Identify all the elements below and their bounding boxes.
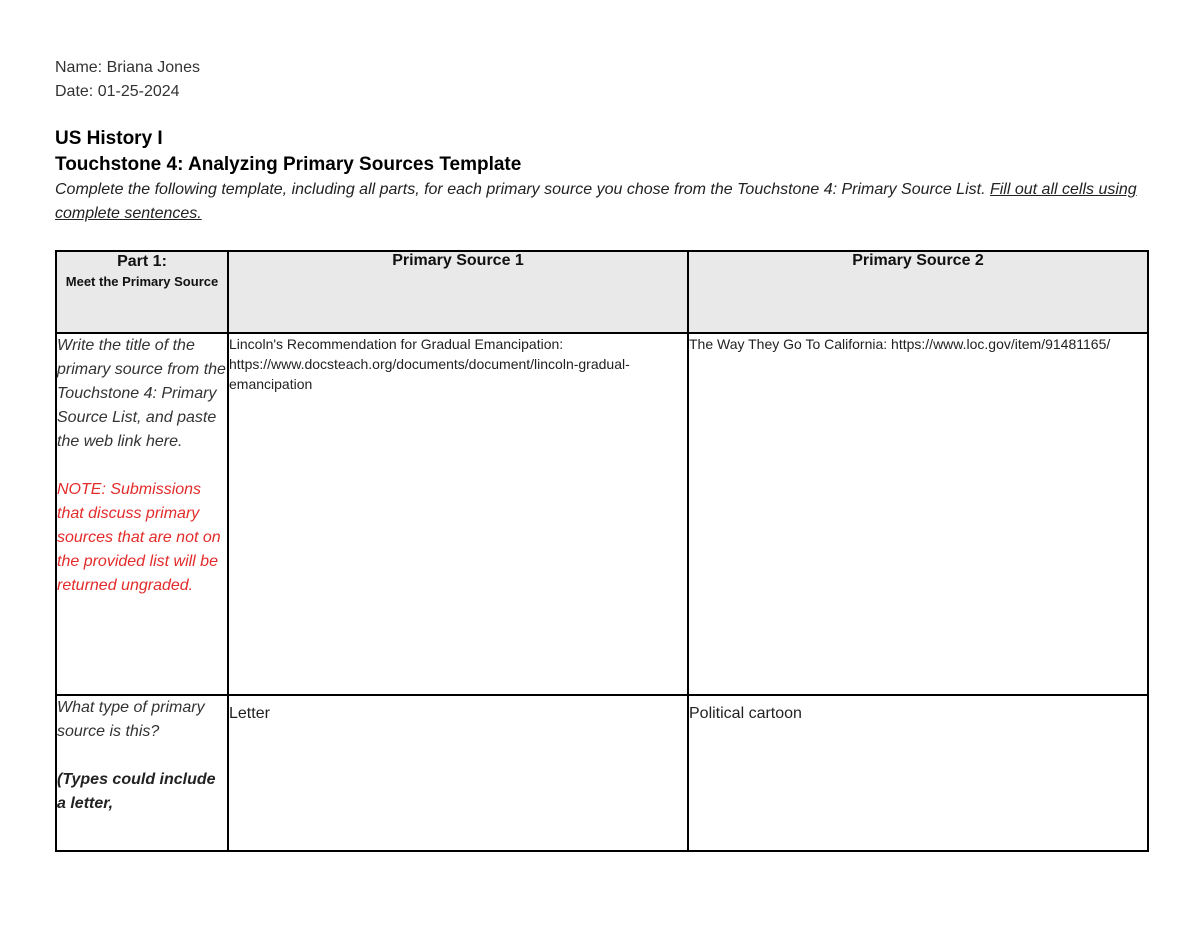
column-header-source-2: Primary Source 2: [688, 251, 1148, 333]
answer-cell-source-1[interactable]: Letter: [228, 695, 688, 851]
prompt-cell: [56, 333, 228, 695]
column-header-source-1: Primary Source 1: [228, 251, 688, 333]
title-block: [55, 126, 1150, 226]
note-text: NOTE: Submissions that discuss primary sources that are not on the provided list will be returned ungraded.: [57, 481, 221, 594]
primary-source-table: [55, 250, 1149, 852]
part-header-cell: [56, 251, 228, 333]
answer-cell-source-2[interactable]: The Way They Go To California: https://www.loc.gov/item/91481165/: [688, 333, 1148, 695]
part-title: Part 1:: [117, 253, 167, 270]
table-header-row: [56, 251, 1148, 333]
instructions-text: Complete the following template, including all parts, for each primary source you chose from the Touchstone 4: Primary Source List.: [55, 181, 990, 198]
table-row: [56, 695, 1148, 851]
prompt-text: Write the title of the primary source from the Touchstone 4: Primary Source List, and paste the web link here.: [57, 337, 226, 450]
answer-cell-source-2[interactable]: Political cartoon: [688, 695, 1148, 851]
course-title: US History I: [55, 128, 163, 149]
assignment-title: Touchstone 4: Analyzing Primary Sources Template: [55, 154, 522, 175]
table-row: [56, 333, 1148, 695]
student-name: Name: Briana Jones: [55, 59, 200, 76]
student-info: [55, 56, 200, 104]
instructions-underlined: Fill out all cells using complete sentences.: [55, 181, 1137, 222]
part-subtitle: Meet the Primary Source: [65, 274, 219, 289]
answer-cell-source-1[interactable]: Lincoln's Recommendation for Gradual Emancipation: https://www.docsteach.org/documents/document/lincoln-gradual-emancipation: [228, 333, 688, 695]
prompt-text: What type of primary source is this?: [57, 699, 205, 740]
instructions: [55, 178, 1150, 226]
prompt-cell: [56, 695, 228, 851]
hint-text: (Types could include a letter,: [57, 771, 216, 812]
submission-date: Date: 01-25-2024: [55, 83, 180, 100]
